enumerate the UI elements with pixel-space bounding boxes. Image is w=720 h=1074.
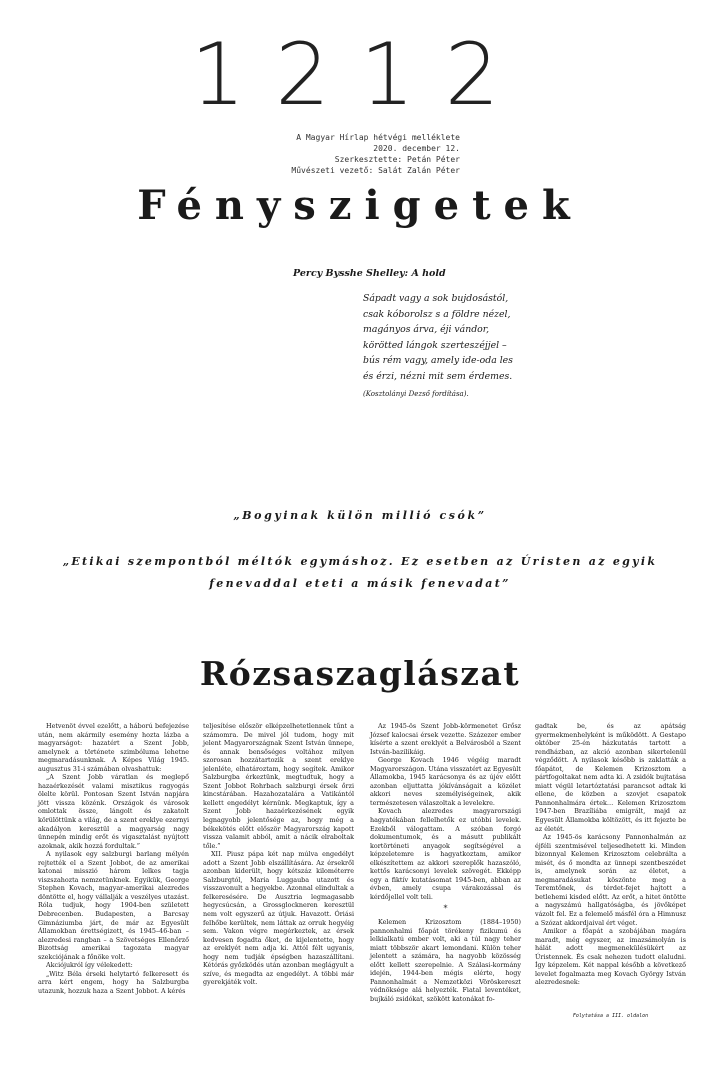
colophon-line: Szerkesztette: Petán Péter bbox=[334, 155, 460, 164]
continuation-note: Folytatása a III. oldalon bbox=[572, 1013, 649, 1019]
poem-line: bús rém vagy, amely ide-oda les bbox=[363, 355, 513, 366]
paragraph: XII. Piusz pápa két nap múlva engedélyt adott a Szent Jobb elszállítására. Az érsekről azonban kiderült, hogy kétszáz kilométerre Salzburgtól, Maria Luggauba utazott és visszavonult a hegyekbe. Azonnal elindultak a felkeresésére. De Ausztria legmagasabb hegycsúcsán, a Grossglockneren keresztül nem volt egyszerű az útjuk. Havazott. Óriási felhőbe kerültek, nem láttak az orruk hegyéig sem. Vakon végre megérkeztek, az érsek kedvesen fogadta őket, de kijelentette, hogy az ereklyét nem adja ki. Attól félt ugyanis, hogy nem tudják épségben hazaszállítani. Kétórás győzködés után azonban meglágyult a szíve, és megadta az engedélyt. A többi már gyerekjáték volt. bbox=[203, 850, 354, 987]
colophon bbox=[250, 132, 460, 176]
paragraph: „Witz Béla érseki helytartó felkeresett és arra kért engem, hogy ha Salzburgba utazunk, hozzuk haza a Szent Jobbot. A kérés bbox=[38, 969, 189, 995]
poem-line: körötted lángok szerteszéjjel – bbox=[363, 339, 507, 351]
paragraph: teljesítése először elképzelhetetlennek tűnt a számomra. De mivel jól tudom, hogy mit jelent Magyarországnak Szent István ünnepe, és annak bensőséges voltához milyen szorosan hozzátartozik a szent ereklye jelenléte, elhatároztam, hogy segítek. Amikor Salzburgba érkeztünk, megtudtuk, hogy a Szent Jobbot Rohrbach salzburgi érsek őrzi kincstárában. Hazahozatalára a Vatikántól kellett engedélyt kérnünk. Megkaptuk, így a Szent Jobb hazaérkezésének egyik legnagyobb jelentősége az, hogy még a békekötés előtt először Magyarország kapott vissza valamit abból, amit a nácik elraboltak tőle.” bbox=[203, 722, 354, 850]
paragraph: Kovach alezredes magyarországi hagyatékában fellelhetők ez utóbbi levelek. Ezekből válogattam. A szóban forgó dokumentumok, és a másutt publikált kortörténeti anyagok segítségével a képzeletemre is hagyatkoztam, amikor elkészítettem az akkori szereplők hazaszóló, kettős karácsonyi levelek szövegét. Ekképp egy a fiktív kutatásomat 1945-ben, abban az évben, amely csupa várakozással és kérdőjellel volt teli. bbox=[370, 807, 521, 901]
poem-line: és érzi, nézni mit sem érdemes. bbox=[363, 370, 513, 382]
poem-line: magányos árva, éji vándor, bbox=[363, 324, 490, 335]
section-separator: * bbox=[443, 904, 448, 914]
paragraph: „A Szent Jobb váratlan és meglepő hazaérkezését valami misztikus ragyogás ölelte körül. Pontosan Szent István napjára jött vissza közénk. Országok és városok omlottak össze, lángolt és zakatolt körülöttünk a világ, de a szent ereklye ezernyi akadályon keresztül a magyarság nagy ünnepén mindig erőt és vigasztalást nyújtott azoknak, akik hozzá fordultak.” bbox=[38, 773, 189, 850]
poem-body bbox=[363, 291, 553, 384]
article-column-2 bbox=[203, 722, 354, 987]
article-column-4 bbox=[535, 722, 686, 987]
colophon-line: 2020. december 12. bbox=[373, 144, 460, 153]
paragraph: Hetvenöt évvel ezelőtt, a háború befejezése után, nem akármily esemény hozta lázba a magyarságot: hazatért a Szent Jobb, amelynek a története szimbóluma lehetne megmaradásunknak. A Képes Világ 1945. augusztus 31-i számában olvashattuk: bbox=[38, 722, 189, 773]
article-column-1 bbox=[38, 722, 189, 996]
poem-line: csak kóborolsz s a földre nézel, bbox=[363, 308, 511, 320]
paragraph: A nyilasok egy salzburgi barlang mélyén rejtették el a Szent Jobbot, de az amerikai katonai misszió három lelkes tagja viszszahozta nemzetünknek. Egyikük, George Stephen Kovach, magyar-amerikai alezredes döntötte el, hogy vállalják a veszélyes utazást. Róla tudjuk, hogy 1904-ben született Debrecenben. Budapesten, a Barcsay Gimnáziumba járt, de már az Egyesült Államokban érettségizett, és 1945–46-ban – alezredesi rangban – a Szövetséges Ellenőrző Bizottság amerikai tagozata magyar szekciójának a főnöke volt. bbox=[38, 850, 189, 961]
poem-line: Sápadt vagy a sok bujdosástól, bbox=[363, 293, 509, 304]
masthead-number: 1212 bbox=[190, 25, 530, 125]
paragraph: Amikor a főapát a szobájában magára maradt, még egyszer, az imazsámolyán is hálát adott megmenekülésükért az Úristennek. És csak nehezen tudott elaludni. Így képzelem. Két nappal később a következő levelet fogalmazta meg Kovach György István alezredesnek: bbox=[535, 927, 686, 987]
article-title: Rózsaszaglászat bbox=[199, 654, 521, 693]
paragraph: George Kovach 1946 végéig maradt Magyarországon. Utána visszatért az Egyesült Államokba, 1945 karácsonya és az újév előtt azonban eljuttatta jókívánságait a közélet akkori neves személyiségeinek, akik természetesen válaszoltak a levelekre. bbox=[370, 756, 521, 807]
pull-quote-2: „Etikai szempontból méltók egymáshoz. Ez esetben az Úristen az egyik fenevaddal eteti a másik fenevadat” bbox=[62, 555, 658, 590]
page-title: Fényszigetek bbox=[137, 182, 583, 229]
paragraph: Az 1945-ös karácsony Pannonhalmán az éjféli szentmisével teljesedhetett ki. Minden bizonnyal Kelemen Krizosztom celebrálta a misét, és ő mondta az ünnepi szentbeszédet is, amelynek során az életet, a megmaradásukat köszönte meg a Teremtőnek, és térdet-fejet hajtott a betlehemi kisded előtt. Az erőt, a hitet öntötte a nagyszámú hallgatóságba, és jövőképet vázolt fel. Ez a felemelő másfél óra a Himnusz a Szózat akkordjaival ért véget. bbox=[535, 833, 686, 927]
paragraph: Az 1945-ös Szent Jobb-körmenetet Grősz József kalocsai érsek vezette. Százezer ember kísérte a szent ereklyét a Belvárosból a Szent István-bazilikáig. bbox=[370, 722, 521, 756]
pull-quote-1: „Bogyinak külön millió csók” bbox=[233, 509, 487, 522]
poem-heading: Percy Bysshe Shelley: A hold bbox=[293, 268, 446, 279]
poem-translator: (Kosztolányi Dezső fordítása). bbox=[363, 390, 469, 398]
colophon-line: A Magyar Hírlap hétvégi melléklete bbox=[296, 133, 460, 142]
colophon-line: Művészeti vezető: Salát Zalán Péter bbox=[291, 166, 460, 175]
paragraph: gadtak be, és az apátság gyermekmenhelyként is működött. A Gestapo október 25-én házkutatás tartott a rendházban, az akció azonban sikertelenül végződött. A nyilasok később is zaklatták a főapátot, de Kelemen Krizosztom a pártfogoltakat nem adta ki. A zsidók bujtatása miatt végül letartóztatási parancsot adtak ki ellene, de közben a szovjet csapatok Pannonhalmára értek… Kelemen Krizosztom 1947-ben Brazíliába emigrált, majd az Egyesült Államokba költözött, és itt fejezte be az életét. bbox=[535, 722, 686, 833]
article-column-3 bbox=[370, 722, 521, 1004]
paragraph: Akciójukról így vélekedett: bbox=[46, 961, 133, 970]
paragraph: Kelemen Krizosztom (1884–1950) pannonhalmi főapát törékeny fizikumú és lelkialkatú ember volt, aki a túl nagy teher miatt többször akart lemondani. Külön teher jelentett a számára, ha nagyobb közösség előtt kellett szerepelnie. A Szálasi-kormány idején, 1944-ben mégis elérte, hogy Pannonhalmát a Nemzetközi Vöröskereszt védnöksége alá helyezték. Fiatal leventéket, bujkáló zsidókat, szökött katonákat fo- bbox=[370, 918, 521, 1003]
